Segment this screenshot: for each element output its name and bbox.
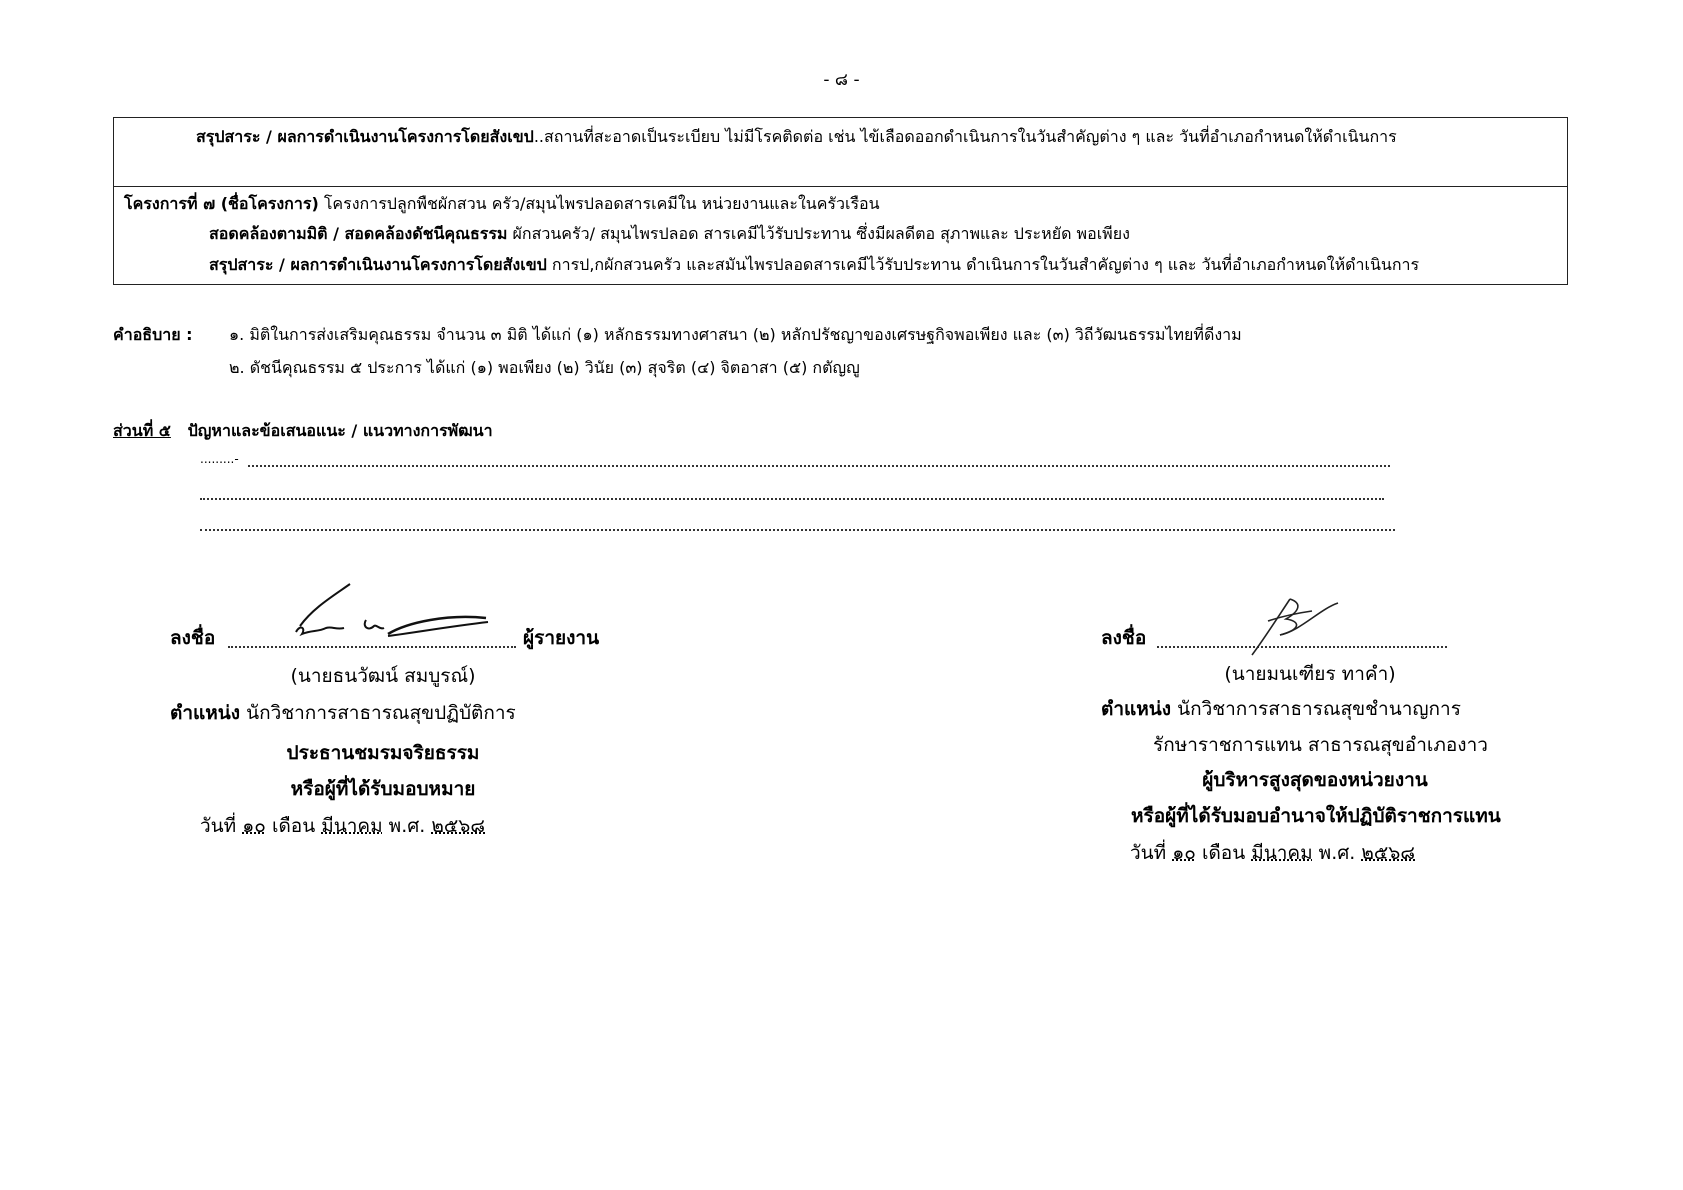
executive-date (1130, 841, 1415, 865)
executive-position (1101, 697, 1461, 721)
executive-date-year-label: พ.ศ. (1312, 842, 1362, 864)
executive-position-label: ตำแหน่ง (1101, 698, 1172, 720)
explanation-item-2: ๒. ดัชนีคุณธรรม ๕ ประการ ได้แก่ (๑) พอเพียง (๒) วินัย (๓) สุจริต (๔) จิตอาสา (๕) กตัญญู (229, 358, 860, 377)
project7-name: โครงการปลูกพืชผักสวน ครัว/สมุนไพรปลอดสารเคมีใน หน่วยงานและในครัวเรือน (318, 194, 880, 213)
executive-date-month: มีนาคม (1251, 842, 1313, 864)
reporter-role-suffix: ผู้รายงาน (523, 627, 600, 649)
executive-title-line-1: ผู้บริหารสูงสุดของหน่วยงาน (1202, 769, 1428, 791)
reporter-date-prefix: วันที่ (200, 815, 243, 837)
box1-summary-line (196, 126, 1397, 148)
section5-title: ปัญหาและข้อเสนอแนะ / แนวทางการพัฒนา (187, 421, 493, 440)
project7-alignment-line (209, 223, 1130, 245)
reporter-signature (288, 578, 488, 648)
executive-position-value: นักวิชาการสาธารณสุขชำนาญการ (1171, 698, 1461, 720)
project7-align-text: ผักสวนครัว/ สมุนไพรปลอด สารเคมีไว้รับประทาน ซึ่งมีผลดีตอ สุภาพและ ประหยัด พอเพียง (507, 224, 1130, 243)
project7-align-label: สอดคล้องตามมิติ / สอดคล้องดัชนีคุณธรรม (209, 224, 508, 243)
page-number: - ๘ - (823, 70, 860, 90)
project7-name-line (124, 193, 880, 215)
section5-heading (113, 420, 493, 442)
section5-line1-text: .........- (200, 452, 239, 466)
executive-acting: รักษาราชการแทน สาธารณสุขอำเภองาว (1153, 734, 1488, 756)
project7-summary-text: การป,กผักสวนครัว และสมันไพรปลอดสารเคมีไว้รับประทาน ดำเนินการในวันสำคัญต่าง ๆ และ วันที่อำเภอกำหนดให้ดำเนินการ (546, 255, 1420, 274)
reporter-date-day: ๑๐ (242, 815, 266, 837)
section5-dotted-line-1 (248, 463, 1390, 467)
project7-label: โครงการที่ ๗ (ชื่อโครงการ) (124, 194, 319, 213)
reporter-date-month-label: เดือน (265, 815, 322, 837)
project7-summary-line (209, 254, 1419, 276)
reporter-title-line-1: ประธานชมรมจริยธรรม (286, 742, 480, 764)
executive-sign-label: ลงชื่อ (1101, 627, 1147, 649)
reporter-position (170, 701, 516, 725)
section5-dotted-line-3 (200, 527, 1395, 531)
reporter-date-month: มีนาคม (321, 815, 383, 837)
explanation-item-1: ๑. มิติในการส่งเสริมคุณธรรม จำนวน ๓ มิติ ได้แก่ (๑) หลักธรรมทางศาสนา (๒) หลักปรัชญาของเศรษฐกิจพอเพียง และ (๓) วิถีวัฒนธรรมไทยที่ดีงาม (229, 325, 1242, 344)
reporter-position-value: นักวิชาการสาธารณสุขปฏิบัติการ (240, 702, 516, 724)
section5-dotted-line-2 (200, 496, 1384, 500)
executive-date-prefix: วันที่ (1130, 842, 1173, 864)
reporter-name: (นายธนวัฒน์ สมบูรณ์) (290, 665, 476, 687)
reporter-date-year-label: พ.ศ. (382, 815, 432, 837)
section5-label: ส่วนที่ ๕ (113, 421, 171, 440)
reporter-sign-label: ลงชื่อ (170, 627, 216, 649)
executive-date-month-label: เดือน (1195, 842, 1252, 864)
box1-summary-text: ..สถานที่สะอาดเป็นระเบียบ ไม่มีโรคติดต่อ เช่น ไข้เลือดออกดำเนินการในวันสำคัญต่าง ๆ และ วันที่อำเภอกำหนดให้ดำเนินการ (533, 127, 1397, 146)
executive-signature (1250, 595, 1340, 660)
reporter-date-year: ๒๕๖๘ (431, 815, 486, 837)
executive-date-year: ๒๕๖๘ (1361, 842, 1416, 864)
reporter-title-line-2: หรือผู้ที่ได้รับมอบหมาย (290, 778, 476, 800)
reporter-signature-text: ธนวัฒน์ สมบูรณ์ (318, 610, 390, 621)
executive-date-day: ๑๐ (1172, 842, 1196, 864)
explanation-label: คำอธิบาย : (113, 325, 193, 344)
reporter-date (200, 814, 485, 838)
executive-title-line-2: หรือผู้ที่ได้รับมอบอำนาจให้ปฏิบัติราชการแทน (1131, 805, 1501, 827)
reporter-position-label: ตำแหน่ง (170, 702, 241, 724)
box1-summary-label: สรุปสาระ / ผลการดำเนินงานโครงการโดยสังเขป (196, 127, 534, 146)
executive-name: (นายมนเฑียร ทาคำ) (1224, 663, 1396, 685)
project7-summary-label: สรุปสาระ / ผลการดำเนินงานโครงการโดยสังเขป (209, 255, 547, 274)
